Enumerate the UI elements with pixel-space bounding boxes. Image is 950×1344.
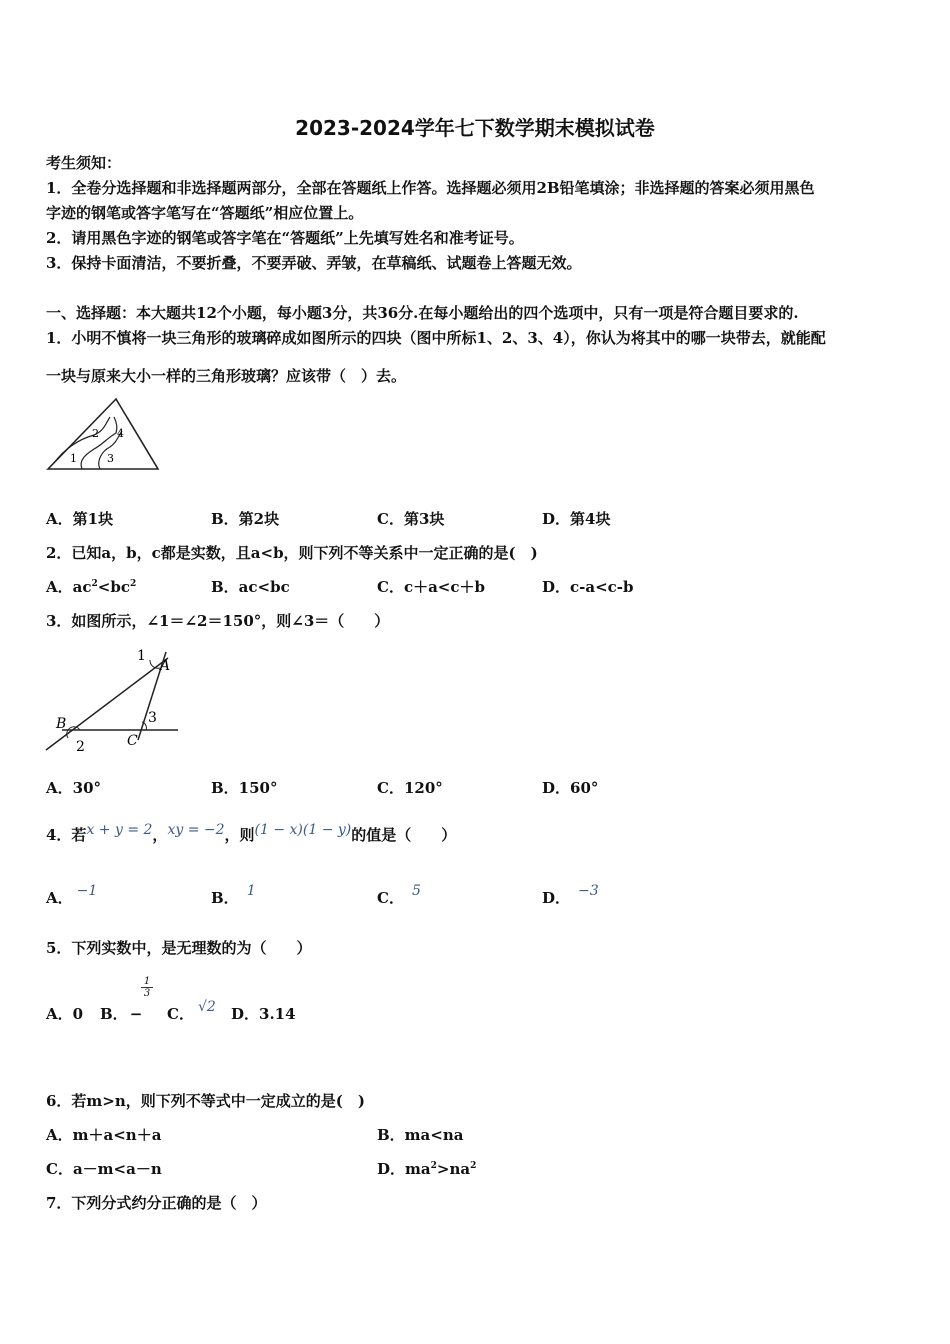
q1-triangle-figure bbox=[44, 395, 162, 475]
q3-label-3: 3 bbox=[148, 710, 157, 726]
q5-option-a[interactable]: A．0 bbox=[46, 1005, 84, 1023]
q1-label-2: 2 bbox=[92, 427, 99, 440]
notice-line-1a: 1．全卷分选择题和非选择题两部分，全部在答题纸上作答。选择题必须用2B铅笔填涂；非选择题的答案必须用黑色 bbox=[46, 179, 815, 197]
q7-stem: 7．下列分式约分正确的是（ ） bbox=[46, 1194, 267, 1212]
q2-stem: 2．已知a，b，c都是实数，且a<b，则下列不等关系中一定正确的是( ) bbox=[46, 544, 538, 562]
q6-stem: 6．若m>n，则下列不等式中一定成立的是( ) bbox=[46, 1092, 365, 1110]
q3-label-b: B bbox=[56, 716, 67, 732]
q4-option-c[interactable]: C． 5 bbox=[377, 883, 421, 907]
q1-stem-line-1: 1．小明不慎将一块三角形的玻璃碎成如图所示的四块（图中所标1、2、3、4），你认为将其中的哪一块带去，就能配 bbox=[46, 329, 826, 347]
q3-label-c: C bbox=[127, 733, 138, 749]
q3-angle-figure bbox=[42, 638, 182, 758]
q1-option-b[interactable]: B．第2块 bbox=[211, 510, 280, 528]
q1-option-a[interactable]: A．第1块 bbox=[46, 510, 114, 528]
q4-option-d[interactable]: D． −3 bbox=[542, 883, 599, 907]
q5-fraction: 1 3 bbox=[141, 976, 153, 999]
q2-option-d[interactable]: D．c-a<c-b bbox=[542, 578, 634, 596]
q6-option-a[interactable]: A．m＋a<n＋a bbox=[46, 1126, 162, 1144]
q3-option-d[interactable]: D．60° bbox=[542, 779, 599, 797]
q1-option-d[interactable]: D．第4块 bbox=[542, 510, 611, 528]
notice-heading: 考生须知： bbox=[46, 154, 122, 172]
page-title: 2023-2024学年七下数学期末模拟试卷 bbox=[295, 116, 655, 140]
q1-crack-1 bbox=[54, 417, 110, 463]
notice-line-3: 3．保持卡面清洁，不要折叠，不要弄破、弄皱，在草稿纸、试题卷上答题无效。 bbox=[46, 254, 582, 272]
q6-option-d[interactable]: D．$ma^2>na^2$ bbox=[377, 1160, 477, 1178]
q3-option-a[interactable]: A．30° bbox=[46, 779, 102, 797]
q5-option-b[interactable]: B． − bbox=[100, 1005, 143, 1023]
notice-line-1b: 字迹的钢笔或答字笔写在“答题纸”相应位置上。 bbox=[46, 204, 364, 222]
q1-option-c[interactable]: C．第3块 bbox=[377, 510, 445, 528]
q2-option-c[interactable]: C．c＋a<c＋b bbox=[377, 578, 485, 596]
q1-stem-line-2: 一块与原来大小一样的三角形玻璃？应该带（ ）去。 bbox=[46, 367, 407, 385]
q5-option-d[interactable]: D．3.14 bbox=[231, 1005, 296, 1023]
q6-option-b[interactable]: B．ma<na bbox=[377, 1126, 464, 1144]
q5-option-c[interactable]: C． √2 bbox=[167, 999, 216, 1023]
q4-stem: 4．若x + y = 2，xy = −2，则(1 − x)(1 − y)的值是（ ） bbox=[46, 822, 457, 844]
q3-option-b[interactable]: B．150° bbox=[211, 779, 278, 797]
q3-option-c[interactable]: C．120° bbox=[377, 779, 443, 797]
q2-option-a[interactable]: A．$ac^2<bc^2$ bbox=[46, 578, 137, 596]
q1-label-4: 4 bbox=[117, 427, 124, 440]
q2-option-b[interactable]: B．ac<bc bbox=[211, 578, 290, 596]
q3-label-a: A bbox=[160, 658, 171, 674]
q1-label-1: 1 bbox=[70, 452, 77, 465]
section-heading: 一、选择题：本大题共12个小题，每小题3分，共36分.在每小题给出的四个选项中，只有一项是符合题目要求的. bbox=[46, 304, 799, 322]
q6-option-c[interactable]: C．a－m<a－n bbox=[46, 1160, 162, 1178]
q1-label-3: 3 bbox=[107, 452, 114, 465]
q3-label-2: 2 bbox=[76, 739, 85, 755]
q3-stem: 3．如图所示，∠1＝∠2＝150°，则∠3＝（ ） bbox=[46, 612, 390, 630]
q1-triangle-outline bbox=[48, 399, 158, 469]
q3-label-1: 1 bbox=[137, 648, 146, 664]
notice-line-2: 2．请用黑色字迹的钢笔或答字笔在“答题纸”上先填写姓名和准考证号。 bbox=[46, 229, 524, 247]
q4-option-a[interactable]: A． −1 bbox=[46, 883, 98, 907]
q5-stem: 5．下列实数中，是无理数的为（ ） bbox=[46, 939, 312, 957]
q4-option-b[interactable]: B． 1 bbox=[211, 883, 256, 907]
